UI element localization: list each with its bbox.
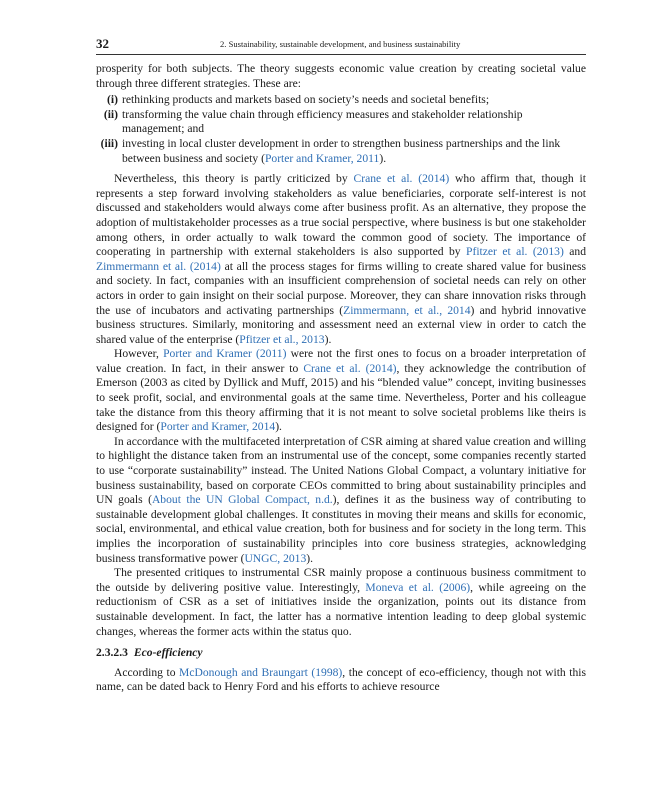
citation-link[interactable]: Pfitzer et al., 2013 [239, 332, 325, 346]
paragraph-text: at all the process stages for firms willing to create shared value for business and society. In fact, companies with an insufficient comprehension of societal needs can rely on other actors in order to gain insight on their social purpose. Moreover, they can share innovation risks through the use of incubators and activating partnerships ( [96, 259, 586, 317]
section-title: Eco-efficiency [133, 646, 203, 660]
paragraph-text: Nevertheless, this theory is partly criticized by [114, 172, 354, 186]
section-heading [96, 646, 586, 661]
paragraph-text: ). [306, 551, 314, 565]
citation-link[interactable]: About the UN Global Compact, n.d. [151, 493, 333, 507]
paragraph-intro [96, 62, 586, 91]
list-item [96, 137, 586, 166]
paragraph-text: , they acknowledge the contribution of Emerson (2003 as cited by Dyllick and Muff, 2015) and his “blended value” concept, inviting businesses to seek profit, social, and environmental goals at the same time. Nevertheless, Porter and his colleague take the distance from this theory affirming that it is not meant to solve societal problems like theirs is designed for ( [96, 361, 587, 434]
citation-link[interactable]: Crane et al. (2014) [303, 361, 397, 375]
paragraph-text: ), defines it as the business way of contributing to sustainable development global challenges. It constitutes in moving their means and skills for economic, social, environmental, and ethical value creation, both for business and for society in the long term. This implies the incorporation of sustainability principles into core business strategies, acknowledging business transformative power ( [96, 493, 586, 565]
paragraph-text: and [563, 245, 587, 259]
paragraph-text: , the concept of eco-efficiency, though not with this name, can be dated back to Henry Ford and his efforts to achieve resource [96, 665, 587, 694]
citation-link[interactable]: Porter and Kramer, 2011 [264, 151, 380, 165]
page [96, 26, 586, 695]
citation-link[interactable]: Pfitzer et al. (2013) [466, 245, 564, 259]
intro-text: prosperity for both subjects. The theory suggests economic value creation by creating societal value through three different strategies. These are: [96, 62, 586, 90]
citation-link[interactable]: Moneva et al. (2006) [365, 580, 471, 594]
paragraph [96, 566, 586, 639]
paragraph-text: ). [324, 332, 332, 346]
body-text [96, 62, 586, 695]
citation-link[interactable]: Zimmermann, et al., 2014 [343, 303, 471, 317]
list-marker: (ii) [103, 107, 118, 121]
page-number: 32 [96, 36, 109, 51]
paragraph [96, 172, 586, 347]
paragraph [96, 435, 586, 566]
running-head: 2. Sustainability, sustainable development, and business sustainability [220, 39, 461, 49]
paragraph-text: However, [114, 347, 164, 361]
paragraph-text: ) and hybrid innovative business structures. Similarly, monitoring and assessment need an external view in order to catch the shared value of the enterprise ( [96, 303, 586, 346]
citation-link[interactable]: UNGC, 2013 [244, 551, 307, 565]
paragraph [96, 666, 586, 695]
paragraph-text: were not the first ones to focus on a broader interpretation of value creation. In fact, in their answer to [96, 347, 586, 375]
citation-link[interactable]: McDonough and Braungart (1998) [179, 665, 343, 679]
paragraph-text: who affirm that, though it represents a step forward involving stakeholders as value beneficiaries, corporate self-interest is not discussed and stakeholders would always come after business profit. As an alternative, they propose the adoption of multistakeholder processes as a true social perspective, where business is but one stakeholder among others, in order actually to walk toward the common good of society. The importance of cooperating in partnership with external stakeholders is also supported by [96, 172, 586, 259]
paragraph-text: ). [275, 420, 282, 434]
paragraph-text: According to [114, 665, 180, 679]
list-item-text: investing in local cluster development in order to strengthen business partnerships and the link between business and society ( [122, 136, 561, 165]
list-item [96, 93, 586, 108]
citation-link[interactable]: Zimmermann et al. (2014) [96, 259, 221, 273]
citation-link[interactable]: Porter and Kramer, 2014 [160, 420, 276, 434]
list-item-text: transforming the value chain through efficiency measures and stakeholder relationship management; and [122, 107, 523, 136]
section-number: 2.3.2.3 [96, 646, 128, 660]
list-item-text: ). [379, 151, 387, 165]
list-item [96, 108, 586, 137]
paragraph-text: , while agreeing on the reductionism of CSR as a set of initiatives inside the organization, points out its distance from sustainable development. In fact, the latter has a normative intention leading to deep global systemic changes, whereas the former acts within the status quo. [96, 580, 586, 638]
page-header [96, 26, 586, 55]
paragraph-text: The presented critiques to instrumental CSR mainly propose a continuous business commitment to the outside by delivering positive value. Interestingly, [96, 566, 586, 594]
list-item-text: rethinking products and markets based on society’s needs and societal benefits; [122, 93, 490, 107]
list-marker: (iii) [100, 136, 118, 150]
paragraph [96, 347, 586, 435]
list-marker: (i) [107, 93, 118, 107]
strategies-list [96, 93, 586, 166]
paragraph-text: In accordance with the multifaceted interpretation of CSR aiming at shared value creation and willing to highlight the distance taken from an instrumental use of the concept, some companies recently started to use “corporate sustainability” instead. The United Nations Global Compact, a voluntary initiative for business sustainability, based on corporate CEOs committed to bring about sustainability principles and UN goals ( [96, 434, 586, 507]
citation-link[interactable]: Porter and Kramer (2011) [163, 347, 287, 361]
citation-link[interactable]: Crane et al. (2014) [353, 172, 450, 186]
